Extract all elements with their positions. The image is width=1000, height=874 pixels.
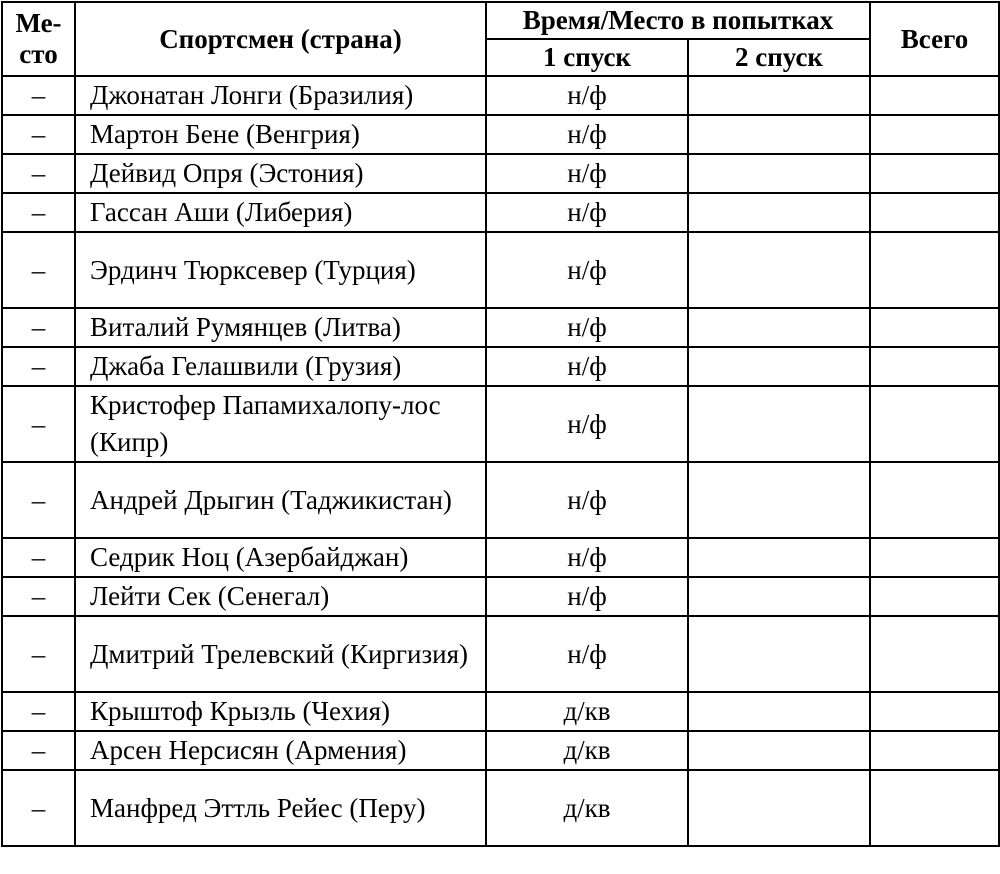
run2-cell: [688, 154, 870, 193]
place-cell: –: [2, 462, 75, 538]
header-total: Всего: [870, 2, 999, 76]
run1-cell: н/ф: [486, 616, 688, 692]
run1-cell: д/кв: [486, 731, 688, 770]
table-row: [2, 347, 999, 386]
total-cell: [870, 577, 999, 616]
run2-cell: [688, 193, 870, 232]
run2-cell: [688, 731, 870, 770]
athlete-cell: Кристофер Папамихалопу-лос (Кипр): [75, 386, 486, 462]
table-row: [2, 462, 999, 538]
run2-cell: [688, 76, 870, 115]
athlete-cell: Лейти Сек (Сенегал): [75, 577, 486, 616]
run2-cell: [688, 232, 870, 308]
place-cell: –: [2, 76, 75, 115]
run1-cell: н/ф: [486, 154, 688, 193]
run1-cell: н/ф: [486, 115, 688, 154]
total-cell: [870, 347, 999, 386]
header-place-label: Ме- сто: [15, 8, 62, 69]
table-row: [2, 616, 999, 692]
header-run2: 2 спуск: [688, 39, 870, 76]
run2-cell: [688, 347, 870, 386]
run2-cell: [688, 692, 870, 731]
place-cell: –: [2, 770, 75, 846]
header-run1: 1 спуск: [486, 39, 688, 76]
table-row: [2, 386, 999, 462]
athlete-cell: Мартон Бене (Венгрия): [75, 115, 486, 154]
total-cell: [870, 386, 999, 462]
total-cell: [870, 232, 999, 308]
total-cell: [870, 616, 999, 692]
table-row: [2, 770, 999, 846]
table-row: [2, 115, 999, 154]
place-cell: –: [2, 193, 75, 232]
total-cell: [870, 462, 999, 538]
athlete-cell: Седрик Ноц (Азербайджан): [75, 538, 486, 577]
athlete-cell: Эрдинч Тюрксевер (Турция): [75, 232, 486, 308]
run2-cell: [688, 616, 870, 692]
total-cell: [870, 308, 999, 347]
total-cell: [870, 538, 999, 577]
table-row: [2, 76, 999, 115]
run2-cell: [688, 308, 870, 347]
athlete-cell: Дмитрий Трелевский (Киргизия): [75, 616, 486, 692]
run2-cell: [688, 386, 870, 462]
table-row: [2, 692, 999, 731]
place-cell: –: [2, 308, 75, 347]
place-cell: –: [2, 115, 75, 154]
header-athlete: Спортсмен (страна): [75, 2, 486, 76]
run1-cell: н/ф: [486, 577, 688, 616]
athlete-cell: Андрей Дрыгин (Таджикистан): [75, 462, 486, 538]
run1-cell: н/ф: [486, 538, 688, 577]
athlete-cell: Арсен Нерсисян (Армения): [75, 731, 486, 770]
run1-cell: н/ф: [486, 232, 688, 308]
place-cell: –: [2, 616, 75, 692]
place-cell: –: [2, 154, 75, 193]
run1-cell: н/ф: [486, 386, 688, 462]
run1-cell: н/ф: [486, 308, 688, 347]
total-cell: [870, 692, 999, 731]
total-cell: [870, 154, 999, 193]
results-table: [1, 1, 1000, 847]
place-cell: –: [2, 232, 75, 308]
table-row: [2, 193, 999, 232]
run1-cell: н/ф: [486, 193, 688, 232]
total-cell: [870, 193, 999, 232]
athlete-cell: Дейвид Опря (Эстония): [75, 154, 486, 193]
header-place: [2, 2, 75, 76]
total-cell: [870, 76, 999, 115]
place-cell: –: [2, 538, 75, 577]
run1-cell: н/ф: [486, 347, 688, 386]
table-row: [2, 538, 999, 577]
table-row: [2, 308, 999, 347]
athlete-cell: Гассан Аши (Либерия): [75, 193, 486, 232]
table-row: [2, 577, 999, 616]
place-cell: –: [2, 386, 75, 462]
run2-cell: [688, 577, 870, 616]
total-cell: [870, 770, 999, 846]
place-cell: –: [2, 692, 75, 731]
header-attempts: Время/Место в попытках: [486, 2, 870, 39]
table-row: [2, 232, 999, 308]
run1-cell: д/кв: [486, 692, 688, 731]
run2-cell: [688, 770, 870, 846]
table-row: [2, 154, 999, 193]
run1-cell: н/ф: [486, 462, 688, 538]
run2-cell: [688, 538, 870, 577]
place-cell: –: [2, 731, 75, 770]
run1-cell: н/ф: [486, 76, 688, 115]
athlete-cell: Манфред Эттль Рейес (Перу): [75, 770, 486, 846]
athlete-cell: Виталий Румянцев (Литва): [75, 308, 486, 347]
run2-cell: [688, 115, 870, 154]
total-cell: [870, 731, 999, 770]
total-cell: [870, 115, 999, 154]
run1-cell: д/кв: [486, 770, 688, 846]
run2-cell: [688, 462, 870, 538]
place-cell: –: [2, 347, 75, 386]
table-row: [2, 731, 999, 770]
athlete-cell: Джаба Гелашвили (Грузия): [75, 347, 486, 386]
athlete-cell: Крыштоф Крызль (Чехия): [75, 692, 486, 731]
athlete-cell: Джонатан Лонги (Бразилия): [75, 76, 486, 115]
place-cell: –: [2, 577, 75, 616]
